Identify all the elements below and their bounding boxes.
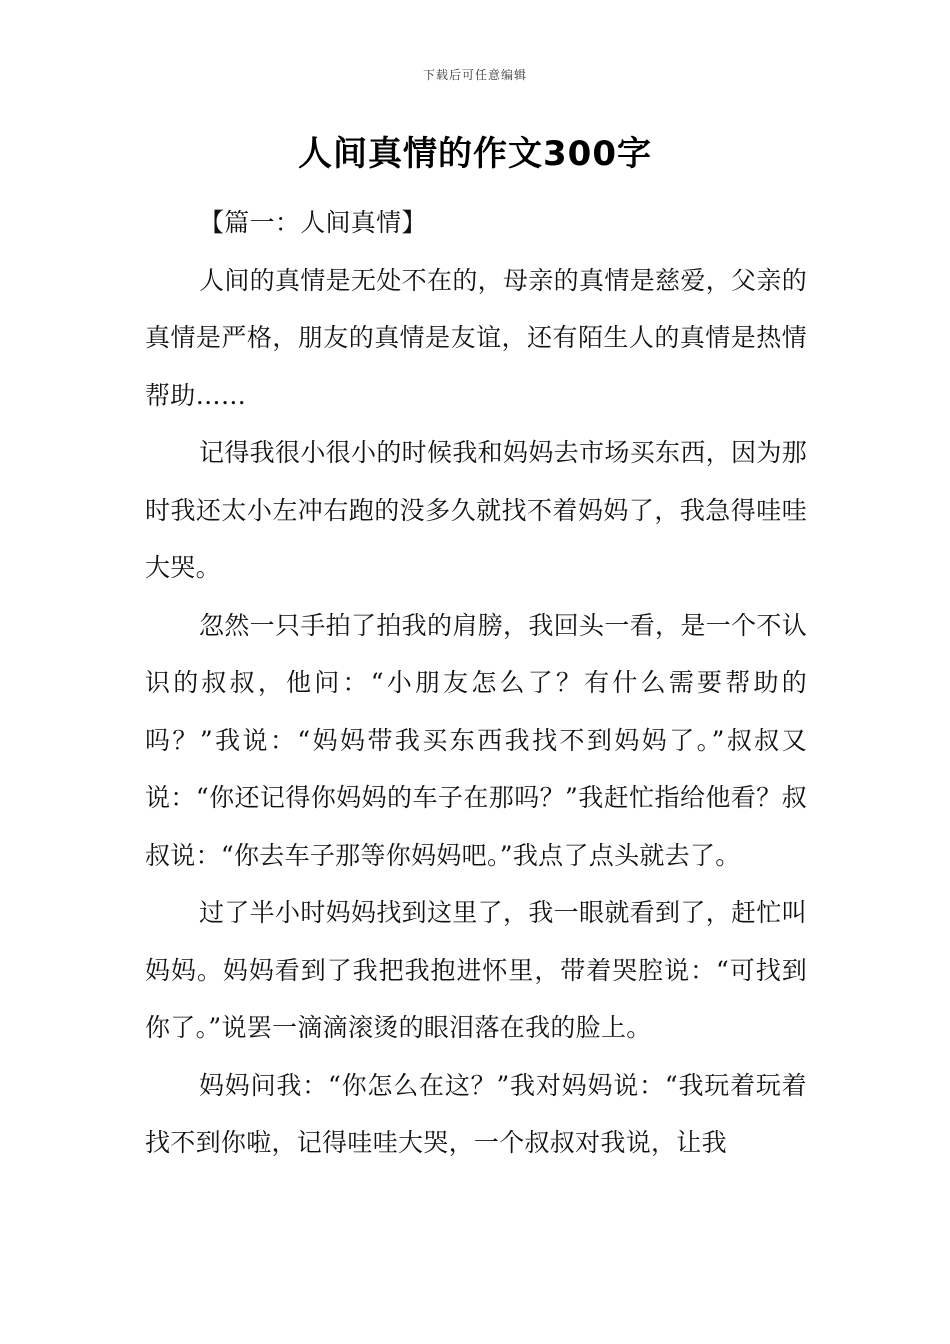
page-header-note: 下载后可任意编辑 xyxy=(422,68,527,82)
section-heading: 【篇一：人间真情】 xyxy=(199,208,427,237)
paragraph-4: 过了半小时妈妈找到这里了，我一眼就看到了，赶忙叫妈妈。妈妈看到了我把我抱进怀里，带着哭腔说：“可找到你了。”说罢一滴滴滚烫的眼泪落在我的脸上。 xyxy=(145,898,807,1042)
paragraph-5: 妈妈问我：“你怎么在这？”我对妈妈说：“我玩着玩着找不到你啦，记得哇哇大哭，一个叔叔对我说，让我 xyxy=(145,1070,807,1157)
paragraph-1: 人间的真情是无处不在的，母亲的真情是慈爱，父亲的真情是严格，朋友的真情是友谊，还有陌生人的真情是热情帮助…… xyxy=(145,265,807,410)
paragraph-2: 记得我很小很小的时候我和妈妈去市场买东西，因为那时我还太小左冲右跑的没多久就找不着妈妈了，我急得哇哇大哭。 xyxy=(145,438,807,582)
document-title: 人间真情的作文300字 xyxy=(298,134,652,174)
paragraph-3: 忽然一只手拍了拍我的肩膀，我回头一看，是一个不认识的叔叔，他问：“小朋友怎么了？有什么需要帮助的吗？”我说：“妈妈带我买东西我找不到妈妈了。”叔叔又说：“你还记得你妈妈的车子在那吗？”我赶忙指给他看？叔叔说：“你去车子那等你妈妈吧。”我点了点头就去了。 xyxy=(145,610,807,870)
document-body xyxy=(145,194,807,1172)
